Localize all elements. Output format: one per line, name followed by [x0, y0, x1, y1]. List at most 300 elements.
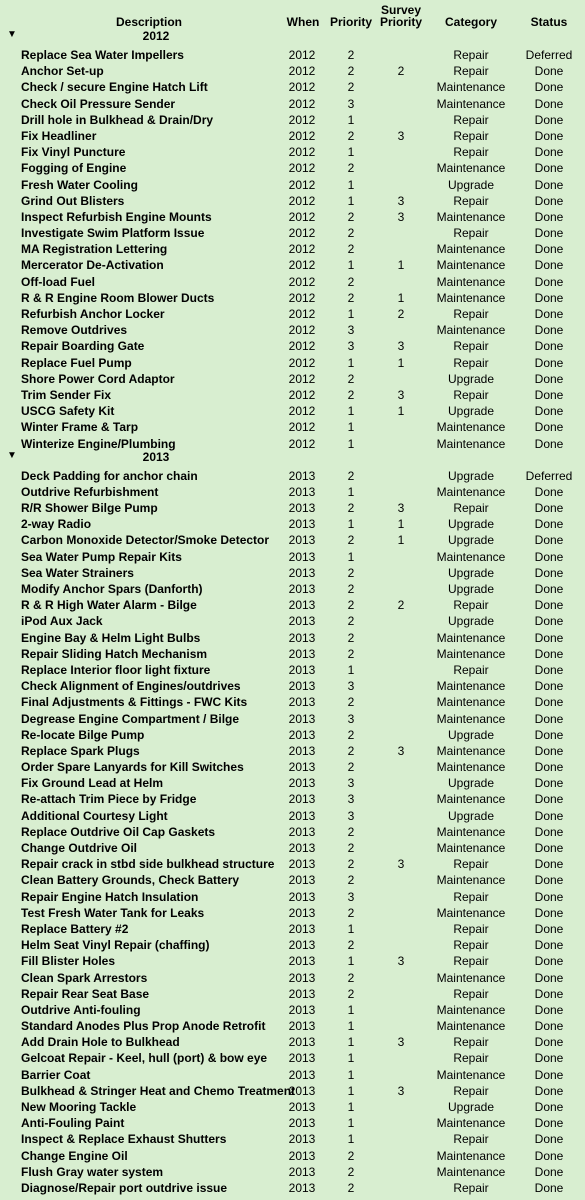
cell-when: 2012	[288, 128, 316, 143]
cell-when: 2013	[288, 1148, 316, 1163]
cell-category: Maintenance	[436, 970, 506, 985]
table-row[interactable]	[0, 693, 585, 709]
cell-category: Maintenance	[436, 1019, 506, 1034]
triangle-down-icon[interactable]: ▼	[7, 449, 17, 461]
cell-priority: 1	[347, 420, 355, 435]
cell-description: Replace Interior floor light fixture	[21, 662, 211, 677]
cell-status: Done	[534, 598, 564, 613]
cell-when: 2012	[288, 145, 316, 160]
cell-when: 2012	[288, 355, 316, 370]
table-row[interactable]	[0, 790, 585, 806]
cell-when: 2012	[288, 161, 316, 176]
cell-category: Repair	[453, 986, 489, 1001]
cell-category: Maintenance	[436, 258, 506, 273]
cell-priority: 1	[347, 307, 355, 321]
cell-when: 2012	[288, 209, 316, 224]
cell-category: Upgrade	[447, 1100, 495, 1114]
cell-status: Done	[534, 646, 564, 661]
cell-survey-priority: 1	[397, 258, 405, 273]
cell-priority: 2	[347, 743, 355, 758]
cell-description: Inspect Refurbish Engine Mounts	[21, 209, 212, 224]
cell-description: Refurbish Anchor Locker	[21, 307, 165, 321]
cell-priority: 2	[347, 727, 355, 742]
cell-category: Repair	[453, 1083, 489, 1098]
col-header-when[interactable]: When	[286, 15, 320, 29]
cell-when: 2012	[288, 193, 316, 208]
cell-description: Test Fresh Water Tank for Leaks	[21, 905, 205, 920]
cell-status: Done	[534, 824, 564, 839]
cell-category: Repair	[453, 857, 489, 872]
table-row[interactable]	[0, 418, 585, 434]
cell-description: Anchor Set-up	[21, 64, 104, 79]
cell-category: Maintenance	[436, 96, 506, 111]
cell-status: Done	[534, 323, 564, 338]
col-header-category[interactable]: Category	[444, 15, 497, 29]
cell-description: Helm Seat Vinyl Repair (chaffing)	[21, 938, 210, 953]
cell-survey-priority: 1	[397, 290, 405, 305]
cell-status: Done	[534, 96, 564, 111]
cell-category: Repair	[453, 938, 489, 953]
table-row[interactable]	[0, 936, 585, 952]
cell-priority: 1	[347, 1083, 355, 1098]
cell-category: Maintenance	[436, 1164, 506, 1179]
cell-priority: 3	[347, 339, 355, 354]
cell-status: Done	[534, 517, 564, 532]
table-row[interactable]	[0, 483, 585, 499]
table-row[interactable]	[0, 208, 585, 224]
cell-priority: 2	[347, 128, 355, 143]
table-row[interactable]	[0, 1147, 585, 1163]
cell-category: Repair	[453, 339, 489, 354]
cell-description: Mercerator De-Activation	[21, 258, 164, 273]
cell-when: 2012	[288, 371, 316, 386]
table-row[interactable]	[0, 402, 585, 418]
cell-category: Repair	[453, 1132, 489, 1147]
cell-category: Upgrade	[447, 404, 495, 419]
table-row[interactable]	[0, 1049, 585, 1065]
cell-status: Done	[534, 145, 564, 160]
cell-status: Done	[534, 355, 564, 370]
cell-status: Done	[534, 727, 564, 742]
table-row[interactable]	[0, 1017, 585, 1033]
table-row[interactable]	[0, 548, 585, 564]
cell-priority: 2	[347, 226, 355, 241]
cell-status: Done	[534, 501, 564, 516]
cell-when: 2013	[288, 857, 316, 872]
cell-description: Winter Frame & Tarp	[21, 420, 139, 435]
cell-priority: 2	[347, 598, 355, 613]
table-row[interactable]	[0, 46, 585, 62]
table-row[interactable]	[0, 273, 585, 289]
table-row[interactable]	[0, 807, 585, 823]
cell-category: Maintenance	[436, 630, 506, 645]
table-row[interactable]	[0, 62, 585, 78]
cell-category: Repair	[453, 128, 489, 143]
cell-survey-priority: 2	[397, 598, 405, 613]
table-row[interactable]	[0, 645, 585, 661]
cell-priority: 1	[347, 177, 355, 192]
cell-description: Engine Bay & Helm Light Bulbs	[21, 630, 201, 645]
table-row[interactable]	[0, 596, 585, 612]
cell-when: 2013	[288, 1180, 316, 1195]
cell-status: Deferred	[525, 48, 573, 62]
cell-survey-priority: 3	[397, 1083, 405, 1098]
table-row[interactable]	[0, 1098, 585, 1114]
cell-description: Check Alignment of Engines/outdrives	[21, 679, 241, 694]
cell-status: Done	[534, 274, 564, 289]
table-row[interactable]	[0, 176, 585, 192]
triangle-down-icon[interactable]: ▼	[7, 29, 17, 40]
table-row[interactable]	[0, 1001, 585, 1017]
cell-priority: 1	[347, 1019, 355, 1034]
cell-priority: 1	[347, 1100, 355, 1114]
cell-survey-priority: 2	[397, 64, 405, 79]
table-row[interactable]	[0, 1130, 585, 1146]
table-row[interactable]	[0, 435, 585, 451]
cell-survey-priority: 3	[397, 1035, 405, 1050]
cell-when: 2012	[288, 274, 316, 289]
cell-survey-priority: 3	[397, 743, 405, 758]
table-row[interactable]	[0, 969, 585, 985]
cell-priority: 1	[347, 954, 355, 969]
cell-when: 2013	[288, 646, 316, 661]
table-row[interactable]	[0, 337, 585, 353]
cell-priority: 1	[347, 193, 355, 208]
cell-category: Repair	[453, 954, 489, 969]
table-row[interactable]	[0, 159, 585, 175]
cell-status: Done	[534, 760, 564, 775]
cell-category: Repair	[453, 145, 489, 160]
cell-description: Repair Boarding Gate	[21, 339, 145, 354]
table-row[interactable]	[0, 1066, 585, 1082]
cell-priority: 1	[347, 549, 355, 564]
cell-when: 2012	[288, 242, 316, 257]
cell-status: Done	[534, 565, 564, 580]
cell-category: Maintenance	[436, 80, 506, 95]
cell-description: Deck Padding for anchor chain	[21, 468, 198, 483]
cell-description: Anti-Fouling Paint	[21, 1116, 125, 1131]
cell-when: 2013	[288, 695, 316, 710]
table-row[interactable]	[0, 985, 585, 1001]
cell-when: 2013	[288, 501, 316, 516]
cell-status: Done	[534, 193, 564, 208]
table-row[interactable]	[0, 111, 585, 127]
cell-priority: 2	[347, 161, 355, 176]
cell-status: Done	[534, 64, 564, 79]
cell-when: 2013	[288, 598, 316, 613]
cell-category: Repair	[453, 64, 489, 79]
table-row[interactable]	[0, 143, 585, 159]
table-row[interactable]	[0, 1179, 585, 1195]
cell-when: 2013	[288, 841, 316, 855]
cell-status: Done	[534, 226, 564, 241]
col-header-status[interactable]: Status	[530, 15, 568, 29]
cell-status: Done	[534, 80, 564, 95]
cell-priority: 1	[347, 1067, 355, 1082]
cell-category: Maintenance	[436, 274, 506, 289]
table-row[interactable]	[0, 224, 585, 240]
cell-category: Repair	[453, 1051, 489, 1066]
cell-status: Done	[534, 873, 564, 888]
cell-priority: 2	[347, 209, 355, 224]
cell-description: Bulkhead & Stringer Heat and Chemo Treatment	[21, 1083, 296, 1098]
cell-category: Maintenance	[436, 905, 506, 920]
cell-description: MA Registration Lettering	[21, 242, 168, 257]
cell-description: Replace Spark Plugs	[21, 743, 140, 758]
table-row[interactable]	[0, 904, 585, 920]
cell-category: Maintenance	[436, 824, 506, 839]
cell-when: 2012	[288, 307, 316, 321]
cell-description: Degrease Engine Compartment / Bilge	[21, 711, 240, 726]
cell-description: Fix Headliner	[21, 128, 97, 143]
cell-category: Upgrade	[447, 468, 495, 483]
table-row[interactable]	[0, 305, 585, 321]
cell-priority: 1	[347, 112, 355, 127]
cell-description: Off-load Fuel	[21, 274, 95, 289]
cell-status: Done	[534, 1180, 564, 1195]
cell-priority: 3	[347, 808, 355, 823]
group-header[interactable]	[0, 30, 585, 43]
table-row[interactable]	[0, 710, 585, 726]
col-header-description[interactable]: Description	[115, 15, 182, 29]
table-row[interactable]	[0, 386, 585, 402]
cell-when: 2013	[288, 792, 316, 807]
cell-status: Done	[534, 1116, 564, 1131]
group-header[interactable]	[0, 451, 585, 464]
table-row[interactable]	[0, 726, 585, 742]
table-row[interactable]	[0, 580, 585, 596]
table-row[interactable]	[0, 871, 585, 887]
cell-category: Maintenance	[436, 841, 506, 855]
cell-description: Replace Battery #2	[21, 921, 129, 936]
table-row[interactable]	[0, 920, 585, 936]
cell-when: 2013	[288, 1083, 316, 1098]
cell-status: Done	[534, 986, 564, 1001]
cell-description: Standard Anodes Plus Prop Anode Retrofit	[21, 1019, 266, 1034]
cell-status: Done	[534, 533, 564, 548]
cell-status: Done	[534, 792, 564, 807]
cell-priority: 2	[347, 290, 355, 305]
cell-category: Maintenance	[436, 792, 506, 807]
cell-status: Done	[534, 743, 564, 758]
cell-category: Repair	[453, 307, 489, 321]
cell-status: Done	[534, 662, 564, 677]
cell-status: Done	[534, 970, 564, 985]
cell-survey-priority: 3	[397, 339, 405, 354]
cell-when: 2013	[288, 582, 316, 596]
table-row[interactable]	[0, 515, 585, 531]
cell-description: Clean Spark Arrestors	[21, 970, 148, 985]
cell-priority: 1	[347, 484, 355, 499]
cell-priority: 2	[347, 64, 355, 79]
table-row[interactable]	[0, 1033, 585, 1049]
cell-when: 2013	[288, 533, 316, 548]
cell-description: R & R Engine Room Blower Ducts	[21, 290, 215, 305]
table-row[interactable]	[0, 127, 585, 143]
cell-description: Trim Sender Fix	[21, 387, 112, 402]
table-row[interactable]	[0, 677, 585, 693]
cell-survey-priority: 3	[397, 501, 405, 516]
cell-when: 2013	[288, 905, 316, 920]
cell-description: Barrier Coat	[21, 1067, 91, 1082]
cell-when: 2013	[288, 824, 316, 839]
cell-description: Additional Courtesy Light	[21, 808, 168, 823]
cell-category: Maintenance	[436, 679, 506, 694]
cell-priority: 1	[347, 1035, 355, 1050]
cell-when: 2012	[288, 339, 316, 354]
cell-category: Maintenance	[436, 242, 506, 257]
cell-priority: 2	[347, 938, 355, 953]
cell-priority: 3	[347, 889, 355, 904]
cell-when: 2013	[288, 1100, 316, 1114]
table-row[interactable]	[0, 839, 585, 855]
cell-description: Outdrive Refurbishment	[21, 484, 159, 499]
cell-survey-priority: 3	[397, 128, 405, 143]
cell-status: Done	[534, 711, 564, 726]
cell-when: 2013	[288, 711, 316, 726]
cell-status: Done	[534, 371, 564, 386]
cell-when: 2013	[288, 889, 316, 904]
cell-when: 2013	[288, 662, 316, 677]
cell-when: 2013	[288, 921, 316, 936]
cell-status: Done	[534, 1067, 564, 1082]
cell-description: Grind Out Blisters	[21, 193, 125, 208]
cell-priority: 2	[347, 614, 355, 629]
cell-category: Maintenance	[436, 209, 506, 224]
cell-priority: 2	[347, 630, 355, 645]
table-row[interactable]	[0, 758, 585, 774]
cell-category: Maintenance	[436, 290, 506, 305]
cell-when: 2013	[288, 468, 316, 483]
cell-description: iPod Aux Jack	[21, 614, 103, 629]
cell-status: Done	[534, 808, 564, 823]
cell-priority: 2	[347, 986, 355, 1001]
table-row[interactable]	[0, 499, 585, 515]
cell-priority: 1	[347, 404, 355, 419]
table-row[interactable]	[0, 321, 585, 337]
cell-category: Maintenance	[436, 695, 506, 710]
table-body	[0, 30, 585, 1195]
cell-category: Maintenance	[436, 646, 506, 661]
table-row[interactable]	[0, 467, 585, 483]
cell-priority: 2	[347, 48, 355, 62]
cell-status: Done	[534, 921, 564, 936]
cell-status: Done	[534, 209, 564, 224]
cell-category: Maintenance	[436, 760, 506, 775]
col-header-survey-priority[interactable]: Survey Priority	[379, 3, 422, 29]
cell-when: 2013	[288, 776, 316, 791]
cell-survey-priority: 1	[397, 517, 405, 532]
table-row[interactable]	[0, 1163, 585, 1179]
table-row[interactable]	[0, 1082, 585, 1098]
cell-priority: 3	[347, 711, 355, 726]
cell-status: Done	[534, 339, 564, 354]
table-row[interactable]	[0, 823, 585, 839]
table-row[interactable]	[0, 256, 585, 272]
cell-category: Maintenance	[436, 323, 506, 338]
cell-priority: 2	[347, 371, 355, 386]
cell-when: 2013	[288, 743, 316, 758]
table-row[interactable]	[0, 774, 585, 790]
cell-priority: 1	[347, 355, 355, 370]
cell-description: Fogging of Engine	[21, 161, 127, 176]
cell-status: Done	[534, 420, 564, 435]
cell-when: 2013	[288, 760, 316, 775]
cell-priority: 2	[347, 565, 355, 580]
cell-status: Done	[534, 258, 564, 273]
col-header-priority[interactable]: Priority	[329, 15, 372, 29]
cell-when: 2012	[288, 112, 316, 127]
cell-status: Done	[534, 582, 564, 596]
cell-description: Carbon Monoxide Detector/Smoke Detector	[21, 533, 270, 548]
cell-description: 2-way Radio	[21, 517, 92, 532]
table-row[interactable]	[0, 855, 585, 871]
cell-status: Done	[534, 242, 564, 257]
table-row[interactable]	[0, 95, 585, 111]
cell-priority: 3	[347, 679, 355, 694]
cell-category: Upgrade	[447, 533, 495, 548]
table-row[interactable]	[0, 370, 585, 386]
table-row[interactable]	[0, 888, 585, 904]
cell-description: Order Spare Lanyards for Kill Switches	[21, 760, 244, 775]
cell-priority: 1	[347, 258, 355, 273]
cell-survey-priority: 3	[397, 857, 405, 872]
cell-status: Done	[534, 841, 564, 855]
cell-when: 2012	[288, 226, 316, 241]
cell-category: Repair	[453, 501, 489, 516]
table-row[interactable]	[0, 612, 585, 628]
table-row[interactable]	[0, 1114, 585, 1130]
cell-priority: 1	[347, 1051, 355, 1066]
table-row[interactable]	[0, 289, 585, 305]
cell-status: Done	[534, 484, 564, 499]
table-row[interactable]	[0, 629, 585, 645]
cell-description: Sea Water Pump Repair Kits	[21, 549, 182, 564]
cell-when: 2013	[288, 873, 316, 888]
cell-category: Maintenance	[436, 1148, 506, 1163]
cell-category: Upgrade	[447, 776, 495, 791]
cell-description: Replace Fuel Pump	[21, 355, 132, 370]
cell-priority: 2	[347, 905, 355, 920]
table-row[interactable]	[0, 354, 585, 370]
cell-survey-priority: 1	[397, 404, 405, 419]
cell-priority: 2	[347, 80, 355, 95]
cell-description: Fix Vinyl Puncture	[21, 145, 126, 160]
cell-when: 2012	[288, 177, 316, 192]
table-row[interactable]	[0, 240, 585, 256]
table-row[interactable]	[0, 531, 585, 547]
cell-category: Repair	[453, 921, 489, 936]
cell-when: 2012	[288, 323, 316, 338]
cell-priority: 3	[347, 96, 355, 111]
table-row[interactable]	[0, 192, 585, 208]
table-row[interactable]	[0, 952, 585, 968]
cell-priority: 2	[347, 582, 355, 596]
table-row[interactable]	[0, 78, 585, 94]
cell-description: Check / secure Engine Hatch Lift	[21, 80, 208, 95]
table-row[interactable]	[0, 564, 585, 580]
cell-description: Add Drain Hole to Bulkhead	[21, 1035, 180, 1050]
cell-when: 2013	[288, 517, 316, 532]
table-row[interactable]	[0, 742, 585, 758]
cell-priority: 3	[347, 792, 355, 807]
cell-category: Maintenance	[436, 549, 506, 564]
table-row[interactable]	[0, 661, 585, 677]
cell-category: Repair	[453, 889, 489, 904]
cell-survey-priority: 1	[397, 355, 405, 370]
cell-category: Maintenance	[436, 436, 506, 451]
cell-description: New Mooring Tackle	[21, 1100, 137, 1114]
